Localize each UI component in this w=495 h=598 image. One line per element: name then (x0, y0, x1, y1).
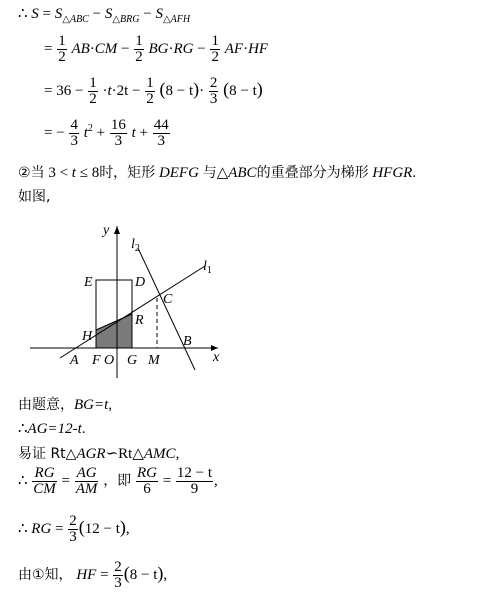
solution-line-1 (18, 394, 112, 414)
period: . (412, 165, 417, 181)
expr-bg-t: BG=t (74, 397, 109, 413)
triangle-amc: AMC (143, 446, 176, 462)
label-y: y (103, 223, 110, 238)
therefore-symbol: ∴ (18, 421, 28, 437)
fraction-rg-6: $\frac{RG}{6}$ (136, 465, 157, 497)
subscript: △ABC (62, 14, 89, 25)
text-prove: 易证 Rt△ (18, 446, 77, 462)
shaded-trapezoid (96, 314, 132, 348)
fraction-two-thirds: $\frac{2}{3}$ (69, 513, 77, 545)
segment-cm: CM (94, 40, 118, 57)
number-36: 36 (56, 82, 72, 99)
equals: = (44, 82, 53, 99)
fraction-half: $\frac{1}{2}$ (135, 33, 143, 65)
punct: , (163, 566, 168, 583)
punct: , (175, 446, 180, 462)
segment-rg: RG (31, 520, 52, 537)
equals: = (44, 124, 53, 141)
triangle-abc: ABC (228, 165, 257, 181)
expr-8-minus-t: 8 − t (165, 82, 194, 99)
label-O: O (104, 353, 115, 368)
fraction-ag-am: $\frac{AG}{AM}$ (75, 465, 98, 497)
minus: − (132, 82, 141, 99)
expr-8-minus-t: 8 − t (129, 566, 158, 583)
fraction-half: $\frac{1}{2}$ (58, 33, 66, 65)
label-R: R (135, 313, 144, 328)
minus: − (56, 124, 65, 141)
geometry-figure (0, 218, 495, 388)
minus: − (92, 6, 102, 22)
fraction-12-t-9: $\frac{12 - t}{9}$ (176, 465, 213, 497)
equals: = (162, 472, 172, 489)
segment-hf: HF (76, 566, 97, 583)
y-axis-arrow (114, 226, 120, 234)
dot: · (199, 82, 205, 99)
var-t: t (71, 165, 76, 181)
rect-defg: DEFG (158, 165, 199, 181)
label-D: D (135, 275, 146, 290)
var-t: t (83, 124, 88, 141)
text-prefix: 由题意， (18, 397, 74, 413)
therefore-symbol: ∴ (18, 6, 28, 22)
fraction-two-thirds: $\frac{2}{3}$ (114, 559, 122, 591)
subscript: △BRG (112, 14, 140, 25)
derivation-line-1 (18, 4, 190, 25)
equals: = (100, 566, 109, 583)
derivation-line-2 (44, 34, 268, 65)
text-from-1: 由①知， (18, 566, 73, 583)
circled-two: ② (18, 165, 31, 181)
punct: , (214, 472, 218, 489)
expr-8-minus-t: 8 − t (229, 82, 257, 99)
equals: = (55, 520, 64, 537)
area-symbol: S (31, 6, 39, 22)
minus: − (143, 6, 152, 22)
expr-12-minus-t: 12 − t (84, 520, 120, 537)
segment-rg: RG (173, 40, 194, 57)
dot: · (89, 40, 95, 57)
text-namely: ，即 (103, 472, 132, 489)
equals: = (42, 6, 52, 22)
label-H: H (82, 329, 93, 344)
less-equal: ≤ (79, 165, 88, 181)
segment-af: AF (224, 40, 244, 57)
punct: . (81, 421, 86, 437)
less-than: < (59, 165, 69, 181)
line-l2 (138, 248, 195, 370)
plus: + (139, 124, 148, 141)
punct: , (108, 397, 113, 413)
case-2-statement (18, 162, 416, 182)
solution-line-2 (18, 419, 86, 438)
subscript: △AFH (162, 14, 191, 25)
fraction-half: $\frac{1}{2}$ (146, 75, 154, 107)
label-G: G (127, 353, 138, 368)
text-overlap: 的重叠部分为梯形 (256, 165, 369, 181)
punct: , (125, 520, 130, 537)
therefore-symbol: ∴ (18, 472, 28, 489)
expr-ag: AG=12-t (27, 421, 82, 437)
solution-line-5: ∴ RG = $\frac{2}{3}$ (12 − t), (18, 513, 130, 545)
cond-3: 3 (48, 165, 56, 181)
text-when: 当 (30, 165, 45, 181)
var-t: t (107, 82, 112, 99)
minus: − (121, 40, 130, 57)
label-B: B (183, 334, 192, 349)
label-l1: $l_1$ (203, 259, 212, 276)
equals: = (61, 472, 71, 489)
segment-ab: AB (71, 40, 90, 57)
text-with: 与 (202, 165, 217, 181)
fraction-two-thirds: $\frac{2}{3}$ (209, 75, 218, 107)
derivation-line-4 (44, 118, 171, 149)
triangle-symbol: △ (216, 165, 229, 181)
label-A: A (70, 353, 79, 368)
label-E: E (84, 275, 93, 290)
label-l2: $l_2$ (131, 237, 140, 254)
dot: · (168, 40, 174, 57)
solution-line-6: 由①知， HF = $\frac{2}{3}$ (8 − t), (18, 559, 168, 591)
equals: = (44, 40, 53, 57)
label-C: C (163, 292, 173, 307)
solution-line-3 (18, 443, 179, 463)
as-shown-text: 如图, (18, 189, 51, 205)
text-time-rect: 时，矩形 (99, 165, 156, 181)
triangle-agr: AGR (76, 446, 106, 462)
label-x: x (213, 350, 220, 365)
fraction-fortyfour-thirds: $\frac{44}{3}$ (153, 117, 169, 149)
fraction-four-thirds: $\frac{4}{3}$ (70, 117, 78, 149)
area-symbol: S (104, 6, 113, 22)
similar-symbol: ∽Rt△ (105, 446, 144, 462)
label-F: F (92, 353, 101, 368)
minus: − (74, 82, 84, 99)
fraction-sixteen-thirds: $\frac{16}{3}$ (110, 117, 126, 149)
area-symbol: S (155, 6, 163, 22)
label-M: M (148, 353, 160, 368)
cond-8: 8 (91, 165, 100, 181)
therefore-symbol: ∴ (18, 520, 28, 537)
derivation-line-3: = 36 − $\frac{1}{2}$ ·t·2t − $\frac{1}{2}$ (8 − t)· $\frac{2}{3}$ (8 − t) (44, 75, 263, 107)
minus: − (197, 40, 206, 57)
fraction-rg-cm: $\frac{RG}{CM}$ (33, 465, 56, 497)
segment-bg: BG (148, 40, 169, 57)
dot: · (243, 40, 249, 57)
segment-hf: HF (248, 40, 269, 57)
solution-line-4 (18, 466, 218, 497)
plus: + (96, 124, 106, 141)
term-2t: 2t (116, 82, 129, 99)
dot: · (111, 82, 117, 99)
fraction-half: $\frac{1}{2}$ (89, 75, 97, 107)
fraction-half: $\frac{1}{2}$ (211, 33, 219, 65)
area-symbol: S (54, 6, 63, 22)
var-t: t (131, 124, 136, 141)
trapezoid-hfgr: HFGR (372, 165, 413, 181)
dot: · (102, 82, 108, 99)
exponent: 2 (87, 122, 93, 134)
